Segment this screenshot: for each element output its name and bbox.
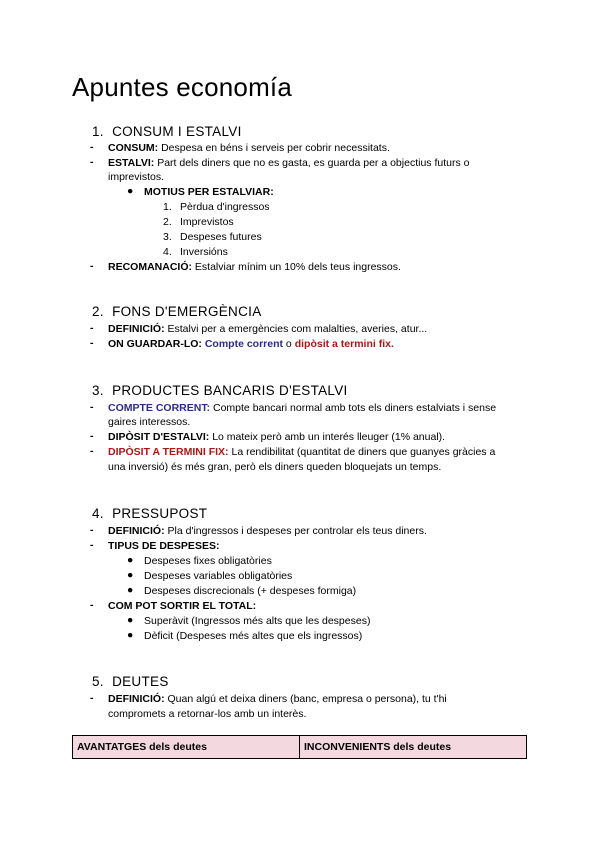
section-2-number: 2. bbox=[92, 304, 104, 319]
on-guardar-label: ON GUARDAR-LO: bbox=[108, 338, 202, 350]
definicio-label: DEFINICIÓ: bbox=[108, 323, 165, 335]
dash-marker: - bbox=[90, 322, 94, 334]
definicio-text: Quan algú et deixa diners (banc, empresa o persona), tu t'hi bbox=[164, 693, 447, 705]
dash-marker: - bbox=[90, 445, 94, 457]
dash-marker: - bbox=[90, 156, 94, 168]
consum-label: CONSUM: bbox=[108, 142, 159, 154]
dash-marker: - bbox=[90, 401, 94, 413]
deutes-definicio-line-2: compromets a retornar-los amb un interès. bbox=[108, 708, 307, 720]
dash-marker: - bbox=[90, 260, 94, 272]
com-pot-sortir-label: COM POT SORTIR EL TOTAL: bbox=[108, 600, 257, 612]
section-3-heading bbox=[92, 383, 348, 398]
consum-text: Despesa en béns i serveis per cobrir necessitats. bbox=[158, 142, 390, 154]
definicio-label: DEFINICIÓ: bbox=[108, 693, 165, 705]
fons-definicio-line bbox=[108, 322, 528, 336]
deutes-table bbox=[72, 735, 527, 759]
tipus-despeses-label: TIPUS DE DESPESES: bbox=[108, 540, 220, 552]
deutes-definicio-line bbox=[108, 692, 528, 706]
bullet-icon: ● bbox=[127, 584, 134, 596]
dash-marker: - bbox=[90, 337, 94, 349]
section-2-title: FONS D'EMERGÈNCIA bbox=[112, 304, 262, 319]
section-4-heading bbox=[92, 506, 207, 521]
compte-corrent-text: Compte bancari normal amb tots els diners estalviats i sense bbox=[210, 402, 497, 414]
motius-number: 4. bbox=[163, 246, 172, 258]
motius-number: 3. bbox=[163, 231, 172, 243]
section-4-number: 4. bbox=[92, 506, 104, 521]
section-1-title: CONSUM I ESTALVI bbox=[112, 124, 242, 139]
motius-item: Imprevistos bbox=[180, 216, 234, 228]
estalvi-text: Part dels diners que no es gasta, es guarda per a objectius futurs o bbox=[154, 157, 470, 169]
dash-marker: - bbox=[90, 539, 94, 551]
dash-marker: - bbox=[90, 524, 94, 536]
connector-text: o bbox=[283, 338, 295, 350]
section-3-title: PRODUCTES BANCARIS D'ESTALVI bbox=[112, 383, 348, 398]
tipus-item: Despeses discrecionals (+ despeses formiga) bbox=[144, 585, 357, 597]
section-5-heading bbox=[92, 674, 169, 689]
diposit-termini-line bbox=[108, 445, 528, 459]
total-item: Dèficit (Despeses més altes que els ingressos) bbox=[144, 630, 363, 642]
consum-line bbox=[108, 141, 528, 155]
inconvenients-header: INCONVENIENTS dels deutes bbox=[300, 736, 527, 759]
tipus-item: Despeses variables obligatòries bbox=[144, 570, 293, 582]
bullet-icon: ● bbox=[127, 629, 134, 641]
motius-item: Pèrdua d'ingressos bbox=[180, 201, 270, 213]
page-title: Apuntes economía bbox=[72, 72, 293, 102]
compte-corrent-highlight: Compte corrent bbox=[204, 338, 284, 350]
dash-marker: - bbox=[90, 141, 94, 153]
table-header-row bbox=[73, 736, 527, 759]
diposit-termini-line-2: una inversió) és més gran, però els diners queden bloquejats un temps. bbox=[108, 461, 442, 473]
section-5-number: 5. bbox=[92, 674, 104, 689]
motius-number: 2. bbox=[163, 216, 172, 228]
total-item: Superàvit (Ingressos més alts que les despeses) bbox=[144, 615, 371, 627]
estalvi-line-2: imprevistos. bbox=[108, 171, 165, 183]
diposit-estalvi-text: Lo mateix però amb un interés lleuger (1% anual). bbox=[209, 431, 446, 443]
dash-marker: - bbox=[90, 599, 94, 611]
tipus-item: Despeses fixes obligatòries bbox=[144, 555, 272, 567]
on-guardar-line bbox=[108, 337, 528, 351]
motius-label: MOTIUS PER ESTALVIAR: bbox=[144, 186, 274, 198]
pressupost-definicio-line bbox=[108, 524, 528, 538]
section-5-title: DEUTES bbox=[112, 674, 169, 689]
recomanacio-label: RECOMANACIÓ: bbox=[108, 261, 192, 273]
compte-corrent-line bbox=[108, 401, 528, 415]
diposit-estalvi-label: DIPÒSIT D'ESTALVI: bbox=[108, 431, 210, 443]
bullet-icon: ● bbox=[127, 614, 134, 626]
motius-number: 1. bbox=[163, 201, 172, 213]
compte-corrent-line-2: gaires interessos. bbox=[108, 416, 191, 428]
dash-marker: - bbox=[90, 430, 94, 442]
estalvi-line bbox=[108, 156, 528, 170]
definicio-label: DEFINICIÓ: bbox=[108, 525, 165, 537]
section-1-number: 1. bbox=[92, 124, 104, 139]
bullet-icon: ● bbox=[127, 569, 134, 581]
diposit-termini-text: La rendibilitat (quantitat de diners que guanyes gràcies a bbox=[228, 446, 496, 458]
avantatges-header: AVANTATGES dels deutes bbox=[73, 736, 300, 759]
recomanacio-text: Estalviar mínim un 10% dels teus ingressos. bbox=[192, 261, 401, 273]
bullet-icon: ● bbox=[127, 554, 134, 566]
section-2-heading bbox=[92, 304, 262, 319]
bullet-icon: ● bbox=[127, 185, 134, 197]
motius-item: Inversións bbox=[180, 246, 228, 258]
section-3-number: 3. bbox=[92, 383, 104, 398]
compte-corrent-label: COMPTE CORRENT: bbox=[108, 402, 211, 414]
section-4-title: PRESSUPOST bbox=[112, 506, 208, 521]
definicio-text: Pla d'ingressos i despeses per controlar els teus diners. bbox=[164, 525, 427, 537]
section-1-heading bbox=[92, 124, 242, 139]
definicio-text: Estalvi per a emergències com malalties, averies, atur... bbox=[164, 323, 428, 335]
dash-marker: - bbox=[90, 692, 94, 704]
diposit-estalvi-line bbox=[108, 430, 528, 444]
diposit-termini-label: DIPÒSIT A TERMINI FIX: bbox=[108, 446, 229, 458]
motius-item: Despeses futures bbox=[180, 231, 262, 243]
recomanacio-line bbox=[108, 260, 528, 274]
diposit-termini-highlight: dipòsit a termini fix. bbox=[294, 338, 394, 350]
estalvi-label: ESTALVI: bbox=[108, 157, 155, 169]
